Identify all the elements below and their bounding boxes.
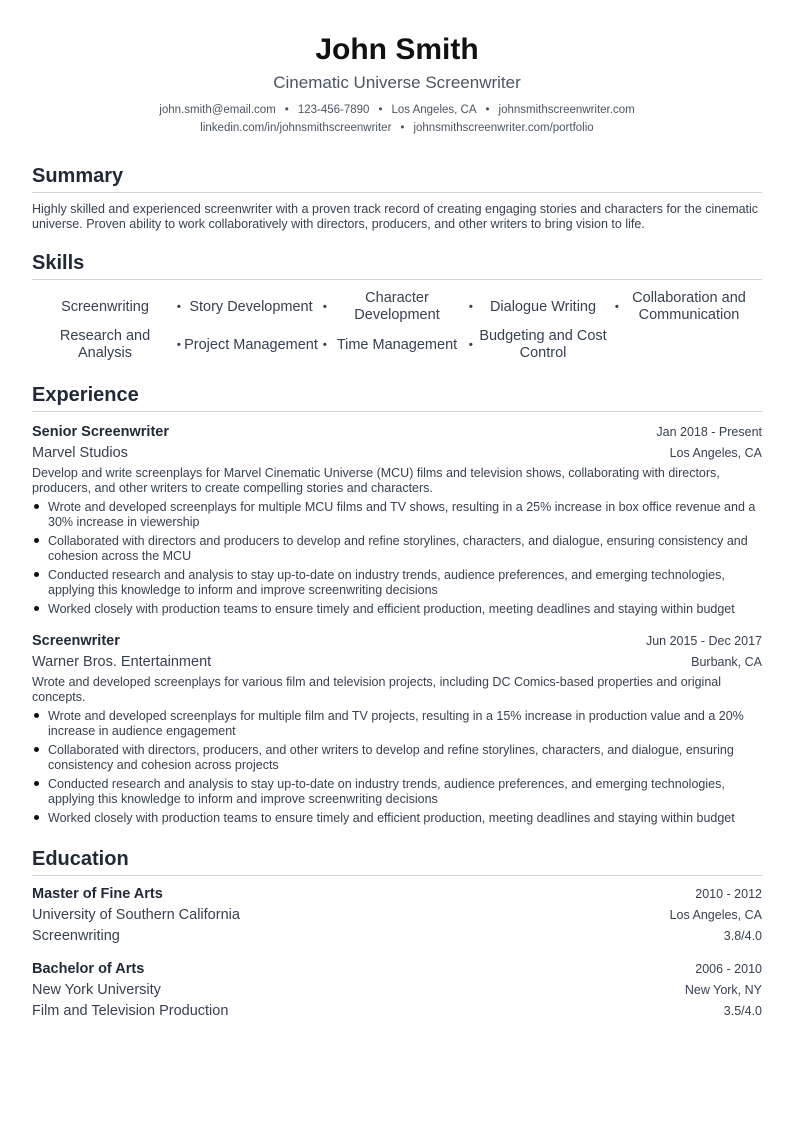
separator-dot: •: [176, 337, 181, 352]
bullet-icon: [34, 504, 39, 509]
gpa-value: 3.5/4.0: [723, 1004, 762, 1018]
company-name: Marvel Studios: [32, 445, 128, 461]
degree-title: Bachelor of Arts: [32, 961, 145, 977]
contact-line-2: [32, 119, 762, 137]
job-title: Screenwriter: [32, 633, 120, 649]
website-link[interactable]: johnsmithscreenwriter.com: [498, 104, 635, 116]
resume-page: [32, 0, 762, 1022]
bullet-icon: [34, 538, 39, 543]
school-name: University of Southern California: [32, 907, 240, 923]
education-dates: 2010 - 2012: [695, 887, 762, 901]
achievement-list: [32, 500, 762, 617]
gpa-value: 3.8/4.0: [723, 929, 762, 943]
skill-item: [324, 326, 473, 364]
achievement-item: [32, 811, 762, 826]
separator-dot: •: [322, 299, 327, 314]
school-location: New York, NY: [684, 983, 762, 997]
separator-dot: •: [468, 337, 473, 352]
skill-item: [470, 326, 616, 364]
experience-heading: Experience: [32, 382, 762, 412]
school-location: Los Angeles, CA: [669, 908, 762, 922]
separator-dot: •: [322, 337, 327, 352]
bullet-icon: [34, 606, 39, 611]
skill-label: Dialogue Writing: [489, 298, 597, 315]
job-entry: [32, 422, 762, 617]
education-entry: [32, 884, 762, 947]
achievement-item: [32, 777, 762, 807]
skill-item: [32, 326, 181, 364]
location-text: Los Angeles, CA: [391, 104, 477, 116]
achievement-text: Wrote and developed screenplays for multiple MCU films and TV shows, resulting in a 25% increase in box office revenue and a 30% increase in viewership: [48, 500, 756, 529]
job-title: Senior Screenwriter: [32, 424, 169, 440]
skill-label: Story Development: [189, 298, 313, 315]
field-of-study: Screenwriting: [32, 928, 120, 944]
education-dates: 2006 - 2010: [695, 962, 762, 976]
skill-item: [470, 288, 619, 326]
portfolio-link[interactable]: johnsmithscreenwriter.com/portfolio: [413, 122, 594, 134]
achievement-item: [32, 534, 762, 564]
achievement-text: Worked closely with production teams to ensure timely and efficient production, meeting deadlines and staying within budget: [48, 602, 735, 616]
bullet-icon: [34, 815, 39, 820]
achievement-item: [32, 602, 762, 617]
achievement-item: [32, 500, 762, 530]
linkedin-link[interactable]: linkedin.com/in/johnsmithscreenwriter: [200, 122, 392, 134]
degree-title: Master of Fine Arts: [32, 886, 163, 902]
skill-label: Budgeting and Cost Control: [479, 328, 607, 361]
skill-item: [32, 288, 181, 326]
headline: Cinematic Universe Screenwriter: [273, 73, 521, 92]
skill-item: [178, 326, 327, 364]
skill-label: Collaboration and Communication: [632, 290, 746, 323]
experience-section: [32, 382, 762, 826]
education-heading: Education: [32, 846, 762, 876]
email-link[interactable]: john.smith@email.com: [159, 104, 276, 116]
summary-text: Highly skilled and experienced screenwriter with a proven track record of creating engaging stories and characters for the cinematic universe. Proven ability to work collaboratively with directors, producers, and other writers to bring vision to life.: [32, 202, 759, 231]
contact-line-1: [32, 101, 762, 119]
skill-label: Research and Analysis: [59, 328, 151, 361]
separator-dot: •: [400, 122, 405, 134]
job-description: Wrote and developed screenplays for various film and television projects, including DC Comics-based properties and original concepts.: [32, 675, 722, 704]
separator-dot: •: [468, 299, 473, 314]
separator-dot: •: [284, 104, 289, 116]
achievement-text: Collaborated with directors, producers, and other writers to develop and refine storylines, characters, and dialogue, ensuring consistency and cohesion across projects: [48, 743, 734, 772]
achievement-item: [32, 568, 762, 598]
achievement-text: Collaborated with directors and producers to develop and refine storylines, characters, and dialogue, ensuring consistency and cohesion across the MCU: [48, 534, 748, 563]
separator-dot: •: [378, 104, 383, 116]
skill-item: [324, 288, 473, 326]
skills-grid: [32, 288, 762, 364]
skill-item: [616, 288, 762, 326]
bullet-icon: [34, 713, 39, 718]
job-dates: Jun 2015 - Dec 2017: [645, 634, 762, 648]
summary-heading: Summary: [32, 163, 762, 193]
job-entry: [32, 631, 762, 826]
phone-text: 123-456-7890: [297, 104, 370, 116]
education-entry: [32, 959, 762, 1022]
summary-section: [32, 163, 762, 232]
field-of-study: Film and Television Production: [32, 1003, 229, 1019]
achievement-text: Worked closely with production teams to ensure timely and efficient production, meeting deadlines and staying within budget: [48, 811, 735, 825]
achievement-text: Conducted research and analysis to stay up-to-date on industry trends, audience preferences, and emerging technologies, applying this knowledge to inform and improve screenwriting decisions: [48, 777, 725, 806]
bullet-icon: [34, 572, 39, 577]
achievement-item: [32, 709, 762, 739]
skill-label: Character Development: [354, 290, 440, 323]
skills-heading: Skills: [32, 250, 762, 280]
skill-label: Screenwriting: [61, 298, 149, 315]
job-dates: Jan 2018 - Present: [656, 425, 762, 439]
job-description: Develop and write screenplays for Marvel Cinematic Universe (MCU) films and television shows, collaborating with directors, producers, and other writers to create compelling stories and characters.: [32, 466, 720, 495]
bullet-icon: [34, 747, 39, 752]
achievement-text: Conducted research and analysis to stay up-to-date on industry trends, audience preferences, and emerging technologies, applying this knowledge to inform and improve screenwriting decisions: [48, 568, 725, 597]
school-name: New York University: [32, 982, 161, 998]
achievement-item: [32, 743, 762, 773]
separator-dot: •: [176, 299, 181, 314]
education-section: [32, 846, 762, 1022]
skill-item: [178, 288, 327, 326]
skill-label: Time Management: [336, 336, 458, 353]
company-name: Warner Bros. Entertainment: [32, 654, 212, 670]
achievement-list: [32, 709, 762, 826]
candidate-name: John Smith: [315, 33, 479, 66]
job-location: Los Angeles, CA: [669, 446, 762, 460]
bullet-icon: [34, 781, 39, 786]
separator-dot: •: [614, 299, 619, 314]
skills-section: [32, 250, 762, 364]
achievement-text: Wrote and developed screenplays for multiple film and TV projects, resulting in a 15% increase in production value and a 20% increase in audience engagement: [48, 709, 744, 738]
job-location: Burbank, CA: [691, 655, 762, 669]
separator-dot: •: [485, 104, 490, 116]
skill-label: Project Management: [184, 336, 318, 353]
